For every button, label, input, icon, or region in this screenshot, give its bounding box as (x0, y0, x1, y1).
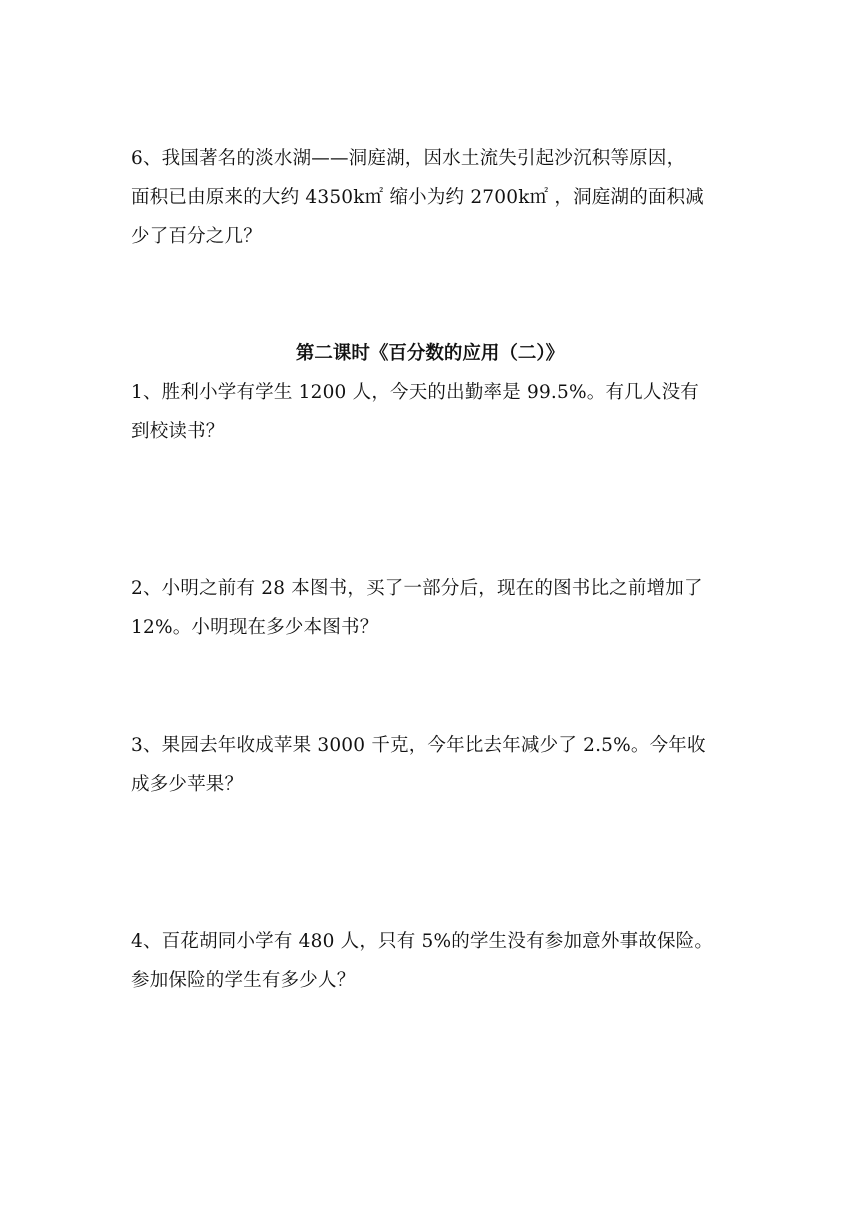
problem-4-line-1: 4、百花胡同小学有 480 人，只有 5%的学生没有参加意外事故保险。 (131, 931, 714, 952)
problem-6-line-3: 少了百分之几？ (131, 226, 262, 247)
problem-4-line-2: 参加保险的学生有多少人？ (131, 970, 356, 991)
problem-6-line-1: 6、我国著名的淡水湖——洞庭湖，因水土流失引起沙沉积等原因， (131, 148, 686, 169)
problem-3-line-1: 3、果园去年收成苹果 3000 千克，今年比去年减少了 2.5%。今年收 (131, 735, 706, 756)
problem-2-line-1: 2、小明之前有 28 本图书，买了一部分后，现在的图书比之前增加了 (131, 578, 703, 599)
problem-1-line-2: 到校读书？ (131, 421, 225, 442)
section-title: 第二课时《百分数的应用（二）》 (295, 343, 565, 364)
problem-6-line-2: 面积已由原来的大约 4350k㎡ 缩小为约 2700k㎡ ，洞庭湖的面积减 (131, 187, 705, 208)
problem-2-line-2: 12%。小明现在多少本图书？ (131, 617, 379, 638)
problem-3-line-2: 成多少苹果？ (131, 774, 244, 795)
problem-1-line-1: 1、胜利小学有学生 1200 人，今天的出勤率是 99.5%。有几人没有 (131, 382, 699, 403)
